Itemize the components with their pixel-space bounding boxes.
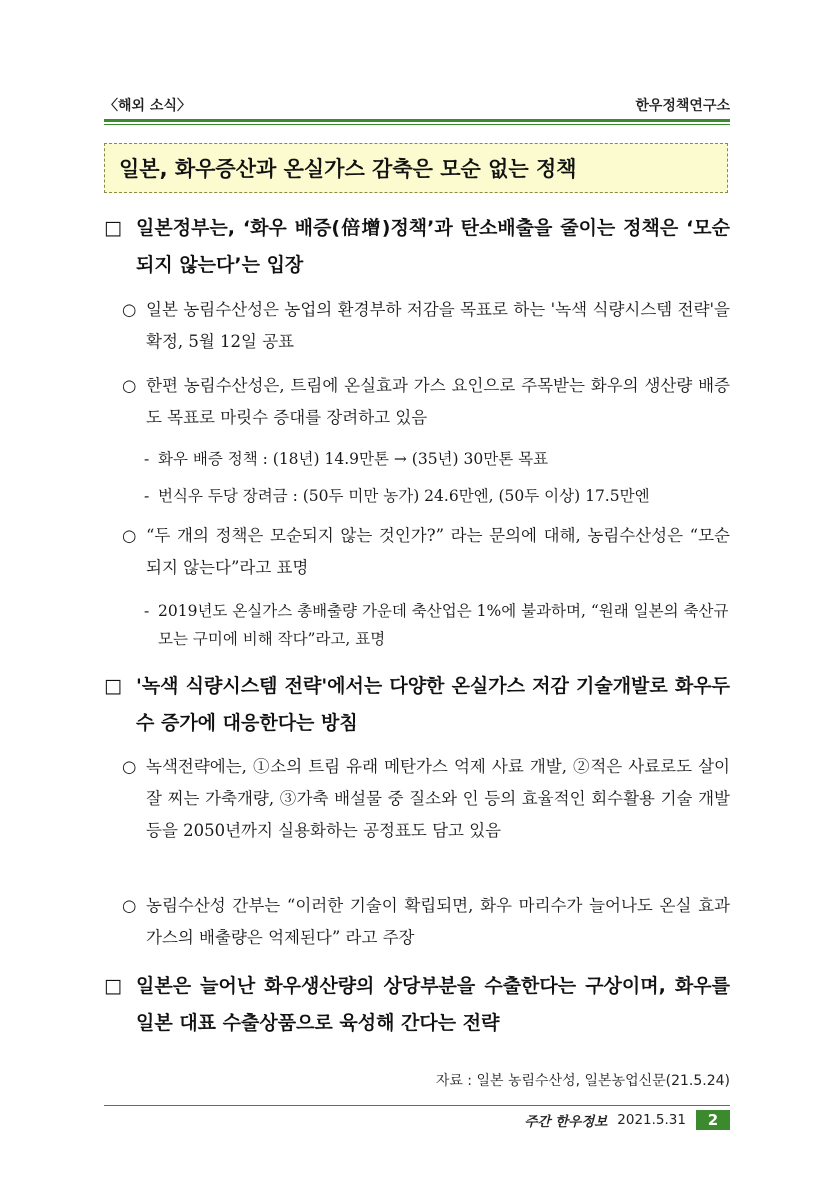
header-rule-thick [104,119,730,122]
page-title: 일본, 화우증산과 온실가스 감축은 모순 없는 정책 [119,157,577,181]
dash-item-text: 화우 배증 정책 : (18년) 14.9만톤 → (35년) 30만톤 목표 [158,450,549,468]
circle-marker: ○ [122,757,137,776]
circle-item [122,370,730,434]
dash-item-text: 2019년도 온실가스 총배출량 가운데 축산업은 1%에 불과하며, “원래 일본의 축산규모는 구미에 비해 작다”라고, 표명 [158,602,729,648]
circle-marker: ○ [122,526,137,545]
circle-item-text: 일본 농림수산성은 농업의 환경부하 저감을 목표로 하는 '녹색 식량시스템 전략'을 확정, 5월 12일 공표 [146,300,730,351]
header-rule-thin [104,124,730,125]
dash-item [144,482,730,510]
page-title-box [104,143,728,193]
square-bullet-text: '녹색 식량시스템 전략'에서는 다양한 온실가스 저감 기술개발로 화우두수 증가에 대응한다는 방침 [136,675,730,734]
square-bullet-2 [104,668,730,742]
square-bullet-1 [104,210,730,284]
organization-name: 한우정책연구소 [635,98,730,114]
square-bullet-marker: □ [104,217,122,239]
circle-item-text: 녹색전략에는, ①소의 트림 유래 메탄가스 억제 사료 개발, ②적은 사료로도 살이 잘 찌는 가축개량, ③가축 배설물 중 질소와 인 등의 효율적인 회수활용 기술 개발 등을 2050년까지 실용화하는 공정표도 담고 있음 [146,757,730,840]
circle-item-text: 농림수산성 간부는 “이러한 기술이 확립되면, 화우 마리수가 늘어나도 온실 효과 가스의 배출량은 억제된다” 라고 주장 [146,896,730,947]
circle-item [122,520,730,584]
dash-marker: - [144,487,150,505]
dash-item [144,597,730,653]
dash-marker: - [144,450,150,468]
circle-item-text: 한편 농림수산성은, 트림에 온실효과 가스 요인으로 주목받는 화우의 생산량 배증도 목표로 마릿수 증대를 장려하고 있음 [146,376,730,427]
source-citation: 자료 : 일본 농림수산성, 일본농업신문(21.5.24) [435,1073,730,1089]
page-number-badge: 2 [696,1110,730,1130]
square-bullet-text: 일본은 늘어난 화우생산량의 상당부분을 수출한다는 구상이며, 화우를 일본 대표 수출상품으로 육성해 간다는 전략 [136,975,730,1034]
circle-marker: ○ [122,896,137,915]
square-bullet-3 [104,968,730,1042]
footer-rule [104,1105,730,1106]
square-bullet-marker: □ [104,675,122,697]
circle-item [122,294,730,358]
circle-item-text: “두 개의 정책은 모순되지 않는 것인가?” 라는 문의에 대해, 농림수산성은 “모순되지 않는다”라고 표명 [146,526,730,577]
dash-item-text: 번식우 두당 장려금 : (50두 미만 농가) 24.6만엔, (50두 이상) 17.5만엔 [158,487,650,505]
square-bullet-marker: □ [104,975,122,997]
circle-marker: ○ [122,376,137,395]
dash-item [144,445,730,473]
circle-item [122,751,730,847]
publication-date: 2021.5.31 [617,1112,686,1128]
footer [524,1110,730,1130]
dash-marker: - [144,602,150,620]
circle-marker: ○ [122,300,137,319]
square-bullet-text: 일본정부는, ‘화우 배증(倍增)정책’과 탄소배출을 줄이는 정책은 ‘모순되지 않는다’는 입장 [136,217,730,276]
publication-name: 주간 한우정보 [524,1114,608,1130]
circle-item [122,890,730,954]
section-label: 〈해외 소식〉 [104,98,191,114]
